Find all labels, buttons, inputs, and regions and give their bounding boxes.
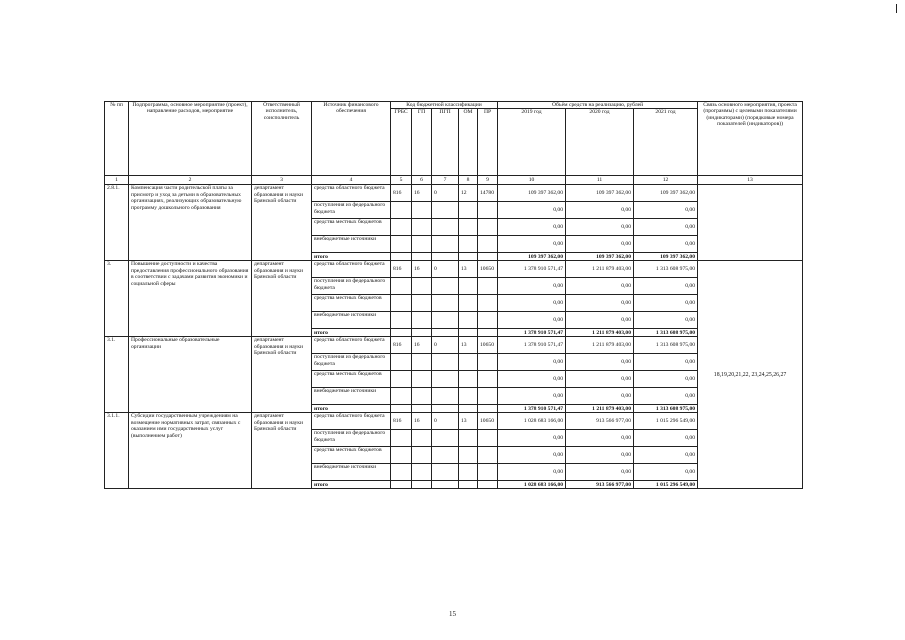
code-empty <box>391 312 412 329</box>
amount-y2020: 0,00 <box>566 295 634 312</box>
amount-y2021: 0,00 <box>634 354 698 371</box>
code-empty <box>432 447 459 464</box>
amount-y2019: 109 397 362,00 <box>498 253 566 261</box>
amount-y2019: 109 397 362,00 <box>498 185 566 202</box>
amount-y2020: 0,00 <box>566 430 634 447</box>
amount-y2020: 0,00 <box>566 464 634 481</box>
code-empty <box>478 388 498 405</box>
funding-source: поступления из федерального бюджета <box>312 278 391 295</box>
amount-y2020: 913 566 977,00 <box>566 481 634 489</box>
col-number: 4 <box>312 176 391 185</box>
code-empty <box>432 354 459 371</box>
funding-source: средства областного бюджета <box>312 337 391 354</box>
code-empty <box>391 430 412 447</box>
code-empty <box>391 295 412 312</box>
funding-source: итого <box>312 481 391 489</box>
header-grbs: ГРБС <box>391 109 412 176</box>
code-gp: 16 <box>412 261 432 278</box>
code-empty <box>391 219 412 236</box>
amount-y2019: 1 378 910 571,47 <box>498 261 566 278</box>
code-empty <box>391 236 412 253</box>
amount-y2019: 0,00 <box>498 371 566 388</box>
amount-y2021: 1 313 608 975,00 <box>634 337 698 354</box>
responsible-executor: департамент образования и науки Брянской области <box>252 337 312 413</box>
amount-y2020: 0,00 <box>566 388 634 405</box>
code-empty <box>412 278 432 295</box>
amount-y2020: 913 566 977,00 <box>566 413 634 430</box>
amount-y2019: 0,00 <box>498 202 566 219</box>
code-empty <box>432 329 459 337</box>
code-empty <box>432 405 459 413</box>
code-empty <box>459 447 478 464</box>
row-number: 2.8.1. <box>105 185 129 261</box>
funding-source: итого <box>312 253 391 261</box>
code-empty <box>391 405 412 413</box>
code-empty <box>478 481 498 489</box>
code-empty <box>391 329 412 337</box>
code-empty <box>391 388 412 405</box>
code-empty <box>391 481 412 489</box>
col-number: 10 <box>498 176 566 185</box>
code-empty <box>478 329 498 337</box>
code-grbs: 816 <box>391 261 412 278</box>
col-number: 8 <box>459 176 478 185</box>
col-number: 1 <box>105 176 129 185</box>
funding-source: поступления из федерального бюджета <box>312 430 391 447</box>
funding-source: средства местных бюджетов <box>312 219 391 236</box>
code-empty <box>412 388 432 405</box>
measure-name: Профессиональные образовательные организации <box>129 337 252 413</box>
page-number: 15 <box>449 610 456 618</box>
funding-source: поступления из федерального бюджета <box>312 354 391 371</box>
funding-source: средства областного бюджета <box>312 413 391 430</box>
code-empty <box>459 202 478 219</box>
amount-y2021: 1 313 608 975,00 <box>634 329 698 337</box>
measure-name: Компенсация части родительской платы за присмотр и уход за детьми в образовательных организациях, реализующих образовательную программу дошкольного образования <box>129 185 252 261</box>
code-pr: 10650 <box>478 261 498 278</box>
amount-y2019: 0,00 <box>498 354 566 371</box>
amount-y2021: 0,00 <box>634 236 698 253</box>
header-volume: Объём средств на реализацию, рублей <box>498 102 698 109</box>
amount-y2020: 1 211 879 403,00 <box>566 337 634 354</box>
amount-y2019: 1 378 910 571,47 <box>498 337 566 354</box>
amount-y2021: 0,00 <box>634 219 698 236</box>
code-empty <box>478 202 498 219</box>
amount-y2021: 109 397 362,00 <box>634 185 698 202</box>
code-empty <box>459 219 478 236</box>
header-gp: ГП <box>412 109 432 176</box>
amount-y2019: 0,00 <box>498 236 566 253</box>
indicator-link: 18,19,20,21,22, 23,24,25,26,27 <box>698 261 803 489</box>
responsible-executor: департамент образования и науки Брянской области <box>252 413 312 489</box>
indicator-link-empty <box>698 185 803 261</box>
code-empty <box>412 202 432 219</box>
code-empty <box>391 354 412 371</box>
amount-y2020: 0,00 <box>566 236 634 253</box>
table-body <box>105 176 803 489</box>
amount-y2020: 0,00 <box>566 447 634 464</box>
amount-y2021: 1 015 296 549,00 <box>634 413 698 430</box>
code-empty <box>412 329 432 337</box>
code-empty <box>459 236 478 253</box>
code-empty <box>432 388 459 405</box>
amount-y2020: 0,00 <box>566 278 634 295</box>
code-empty <box>412 371 432 388</box>
header-pr: ПР <box>478 109 498 176</box>
amount-y2020: 1 211 879 403,00 <box>566 329 634 337</box>
amount-y2019: 0,00 <box>498 312 566 329</box>
col-number: 3 <box>252 176 312 185</box>
amount-y2020: 0,00 <box>566 312 634 329</box>
header-om: ОМ <box>459 109 478 176</box>
header-pgp: ПГП <box>432 109 459 176</box>
code-empty <box>478 253 498 261</box>
amount-y2019: 1 028 683 166,00 <box>498 413 566 430</box>
code-empty <box>459 388 478 405</box>
col-number: 7 <box>432 176 459 185</box>
amount-y2019: 0,00 <box>498 219 566 236</box>
funding-source: поступления из федерального бюджета <box>312 202 391 219</box>
amount-y2021: 0,00 <box>634 295 698 312</box>
code-empty <box>432 295 459 312</box>
code-empty <box>432 202 459 219</box>
code-grbs: 816 <box>391 413 412 430</box>
code-pgp: 0 <box>432 185 459 202</box>
code-empty <box>432 430 459 447</box>
funding-source: средства местных бюджетов <box>312 295 391 312</box>
code-pgp: 0 <box>432 413 459 430</box>
code-empty <box>459 371 478 388</box>
amount-y2019: 1 378 910 571,47 <box>498 329 566 337</box>
header-name: Подпрограмма, основное мероприятие (проект), направление расходов, мероприятие <box>129 102 252 176</box>
funding-source: средства местных бюджетов <box>312 447 391 464</box>
header-link: Связь основного мероприятия, проекта (программы) с целевыми показателями (индикаторами) (порядковые номера показателей (индикаторов)) <box>698 102 803 176</box>
col-number: 9 <box>478 176 498 185</box>
row-number: 3.1. <box>105 337 129 413</box>
code-grbs: 816 <box>391 337 412 354</box>
amount-y2021: 0,00 <box>634 464 698 481</box>
code-pgp: 0 <box>432 337 459 354</box>
code-gp: 16 <box>412 413 432 430</box>
code-empty <box>391 202 412 219</box>
budget-table <box>104 101 803 489</box>
code-empty <box>432 219 459 236</box>
header-exec: Ответственный исполнитель, соисполнитель <box>252 102 312 176</box>
code-empty <box>459 312 478 329</box>
header-num: № пп <box>105 102 129 176</box>
amount-y2020: 1 211 879 403,00 <box>566 405 634 413</box>
column-number-row <box>105 176 803 185</box>
amount-y2019: 1 028 683 166,00 <box>498 481 566 489</box>
code-empty <box>412 219 432 236</box>
col-number: 13 <box>698 176 803 185</box>
amount-y2019: 0,00 <box>498 447 566 464</box>
amount-y2020: 0,00 <box>566 354 634 371</box>
code-empty <box>478 312 498 329</box>
code-empty <box>478 354 498 371</box>
amount-y2021: 1 015 296 549,00 <box>634 481 698 489</box>
amount-y2019: 0,00 <box>498 388 566 405</box>
code-empty <box>478 430 498 447</box>
amount-y2019: 0,00 <box>498 430 566 447</box>
amount-y2021: 0,00 <box>634 202 698 219</box>
code-empty <box>432 371 459 388</box>
amount-y2019: 1 378 910 571,47 <box>498 405 566 413</box>
amount-y2021: 0,00 <box>634 278 698 295</box>
code-empty <box>391 464 412 481</box>
code-empty <box>459 430 478 447</box>
code-empty <box>478 464 498 481</box>
header-2020: 2020 год <box>566 109 634 176</box>
code-empty <box>478 371 498 388</box>
code-empty <box>432 278 459 295</box>
code-empty <box>432 253 459 261</box>
code-empty <box>412 481 432 489</box>
row-number: 3. <box>105 261 129 337</box>
code-pr: 10650 <box>478 413 498 430</box>
amount-y2020: 0,00 <box>566 202 634 219</box>
code-empty <box>478 405 498 413</box>
amount-y2021: 109 397 362,00 <box>634 253 698 261</box>
code-pr: 14780 <box>478 185 498 202</box>
responsible-executor: департамент образования и науки Брянской области <box>252 185 312 261</box>
col-number: 12 <box>634 176 698 185</box>
code-gp: 16 <box>412 337 432 354</box>
header-2021: 2021 год <box>634 109 698 176</box>
code-pr: 10650 <box>478 337 498 354</box>
amount-y2020: 109 397 362,00 <box>566 253 634 261</box>
code-empty <box>459 405 478 413</box>
amount-y2020: 1 211 879 403,00 <box>566 261 634 278</box>
code-empty <box>459 253 478 261</box>
funding-source: итого <box>312 405 391 413</box>
funding-source: внебюджетные источники <box>312 464 391 481</box>
code-empty <box>459 329 478 337</box>
code-empty <box>412 464 432 481</box>
header-2019: 2019 год <box>498 109 566 176</box>
code-grbs: 816 <box>391 185 412 202</box>
amount-y2021: 1 313 608 975,00 <box>634 405 698 413</box>
measure-name: Субсидии государственным учреждениям на возмещение нормативных затрат, связанных с оказанием ими государственных услуг (выполнением работ) <box>129 413 252 489</box>
code-empty <box>478 219 498 236</box>
code-empty <box>459 481 478 489</box>
code-om: 13 <box>459 413 478 430</box>
code-om: 12 <box>459 185 478 202</box>
col-number: 5 <box>391 176 412 185</box>
code-empty <box>412 295 432 312</box>
header-row-1 <box>105 102 803 109</box>
code-empty <box>412 430 432 447</box>
amount-y2021: 0,00 <box>634 371 698 388</box>
code-om: 13 <box>459 261 478 278</box>
funding-source: средства областного бюджета <box>312 261 391 278</box>
amount-y2020: 0,00 <box>566 371 634 388</box>
code-empty <box>478 295 498 312</box>
code-empty <box>459 278 478 295</box>
code-empty <box>412 236 432 253</box>
amount-y2021: 0,00 <box>634 312 698 329</box>
code-empty <box>412 354 432 371</box>
code-pgp: 0 <box>432 261 459 278</box>
responsible-executor: департамент образования и науки Брянской области <box>252 261 312 337</box>
funding-source: средства областного бюджета <box>312 185 391 202</box>
code-empty <box>412 253 432 261</box>
funding-source: внебюджетные источники <box>312 236 391 253</box>
col-number: 2 <box>129 176 252 185</box>
code-empty <box>432 312 459 329</box>
amount-y2019: 0,00 <box>498 464 566 481</box>
code-empty <box>459 295 478 312</box>
amount-y2019: 0,00 <box>498 278 566 295</box>
amount-y2019: 0,00 <box>498 295 566 312</box>
code-empty <box>412 312 432 329</box>
code-empty <box>478 236 498 253</box>
code-empty <box>478 447 498 464</box>
block-0-row-regional <box>105 185 803 202</box>
scan-edge-mark <box>896 4 897 13</box>
code-empty <box>459 464 478 481</box>
code-empty <box>412 447 432 464</box>
code-empty <box>432 481 459 489</box>
code-empty <box>391 447 412 464</box>
col-number: 11 <box>566 176 634 185</box>
amount-y2021: 0,00 <box>634 447 698 464</box>
code-empty <box>478 278 498 295</box>
amount-y2020: 109 397 362,00 <box>566 185 634 202</box>
row-number: 3.1.1. <box>105 413 129 489</box>
block-1-row-regional <box>105 261 803 278</box>
funding-source: внебюджетные источники <box>312 312 391 329</box>
code-empty <box>391 278 412 295</box>
code-gp: 16 <box>412 185 432 202</box>
funding-source: средства местных бюджетов <box>312 371 391 388</box>
code-empty <box>391 253 412 261</box>
funding-source: итого <box>312 329 391 337</box>
amount-y2020: 0,00 <box>566 219 634 236</box>
code-empty <box>432 236 459 253</box>
code-om: 13 <box>459 337 478 354</box>
code-empty <box>432 464 459 481</box>
header-budget-code: Код бюджетной классификации <box>391 102 498 109</box>
code-empty <box>391 371 412 388</box>
code-empty <box>412 405 432 413</box>
measure-name: Повышение доступности и качества предоставления профессионального образования в соответствии с задачами развития экономики и социальной сферы <box>129 261 252 337</box>
code-empty <box>459 354 478 371</box>
amount-y2021: 1 313 608 975,00 <box>634 261 698 278</box>
amount-y2021: 0,00 <box>634 388 698 405</box>
header-source: Источник финансового обеспечения <box>312 102 391 176</box>
funding-source: внебюджетные источники <box>312 388 391 405</box>
amount-y2021: 0,00 <box>634 430 698 447</box>
col-number: 6 <box>412 176 432 185</box>
